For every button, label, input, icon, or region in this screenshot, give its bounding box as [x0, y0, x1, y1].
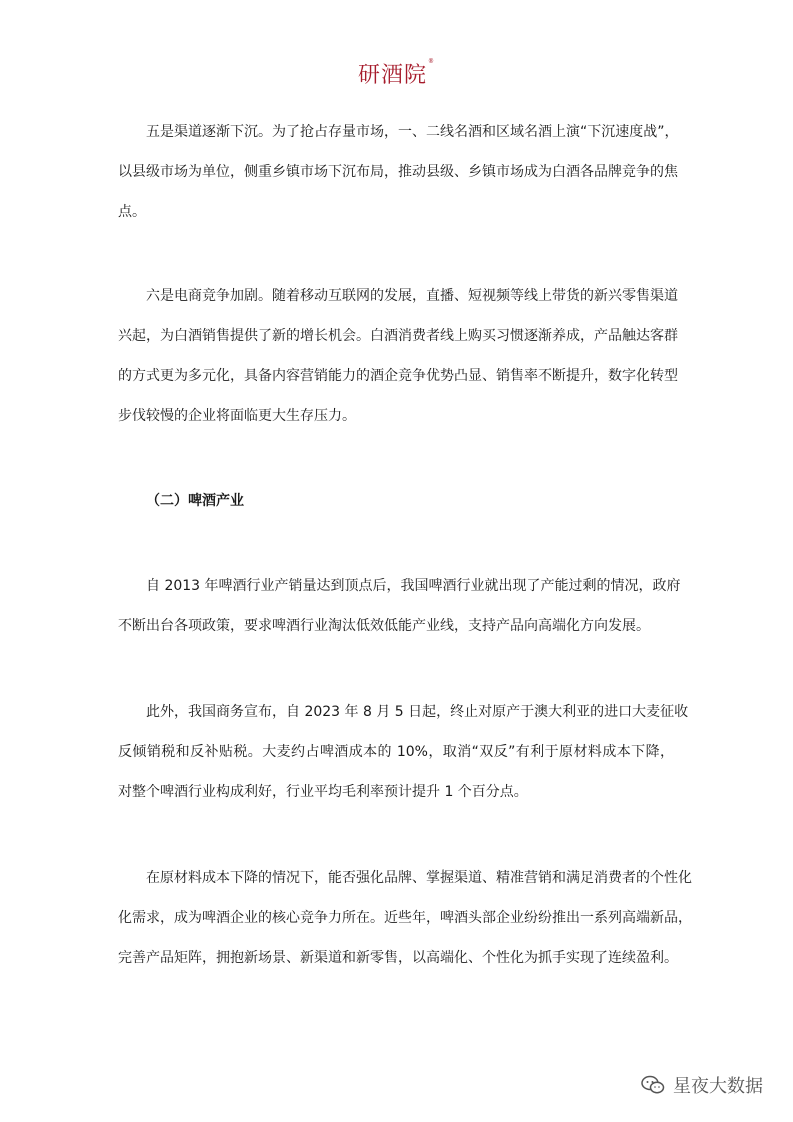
paragraph-line: 不断出台各项政策，要求啤酒行业淘汰低效低能产业线，支持产品向高端化方向发展。: [118, 618, 650, 634]
paragraph-line: 以县级市场为单位，侧重乡镇市场下沉布局，推动县级、乡镇市场成为白酒各品牌竞争的焦: [118, 164, 678, 180]
paragraph-ecommerce-competition: [118, 276, 678, 436]
brand-logo-mark: ®: [428, 58, 435, 65]
watermark-text: 星夜大数据: [673, 1076, 763, 1097]
paragraph-line: 在原材料成本下降的情况下，能否强化品牌、掌握渠道、精准营销和满足消费者的个性化: [146, 870, 692, 886]
paragraph-beer-overcapacity: [118, 566, 681, 646]
source-watermark: [641, 1072, 763, 1098]
paragraph-line: 六是电商竞争加剧。随着移动互联网的发展，直播、短视频等线上带货的新兴零售渠道: [146, 288, 678, 304]
paragraph-line: 反倾销税和反补贴税。大麦约占啤酒成本的 10%，取消“双反”有利于原材料成本下降，: [118, 744, 674, 760]
paragraph-line: 步伐较慢的企业将面临更大生存压力。: [118, 408, 356, 424]
paragraph-channel-sinking: [118, 112, 679, 232]
brand-logo-text: 研酒院: [357, 63, 427, 88]
brand-logo: [0, 58, 793, 89]
section-heading-beer-industry: （二）啤酒产业: [146, 493, 244, 509]
paragraph-line: 完善产品矩阵，拥抱新场景、新渠道和新零售，以高端化、个性化为抓手实现了连续盈利。: [118, 950, 678, 966]
paragraph-line: 五是渠道逐渐下沉。为了抢占存量市场，一、二线名酒和区域名酒上演“下沉速度战”，: [146, 124, 679, 140]
paragraph-line: 自 2013 年啤酒行业产销量达到顶点后，我国啤酒行业就出现了产能过剩的情况，政府: [146, 578, 681, 594]
paragraph-line: 兴起，为白酒销售提供了新的增长机会。白酒消费者线上购买习惯逐渐养成，产品触达客群: [118, 328, 678, 344]
paragraph-barley-tariff: [118, 692, 689, 812]
paragraph-line: 此外，我国商务宣布，自 2023 年 8 月 5 日起，终止对原产于澳大利亚的进口大麦征收: [146, 704, 689, 720]
wechat-icon: [641, 1075, 665, 1095]
paragraph-line: 对整个啤酒行业构成利好，行业平均毛利率预计提升 1 个百分点。: [118, 784, 528, 800]
paragraph-line: 点。: [118, 204, 146, 220]
paragraph-line: 化需求，成为啤酒企业的核心竞争力所在。近些年，啤酒头部企业纷纷推出一系列高端新品，: [118, 910, 692, 926]
paragraph-line: 的方式更为多元化，具备内容营销能力的酒企竞争优势凸显、销售率不断提升，数字化转型: [118, 368, 678, 384]
paragraph-core-competitiveness: [118, 858, 692, 978]
